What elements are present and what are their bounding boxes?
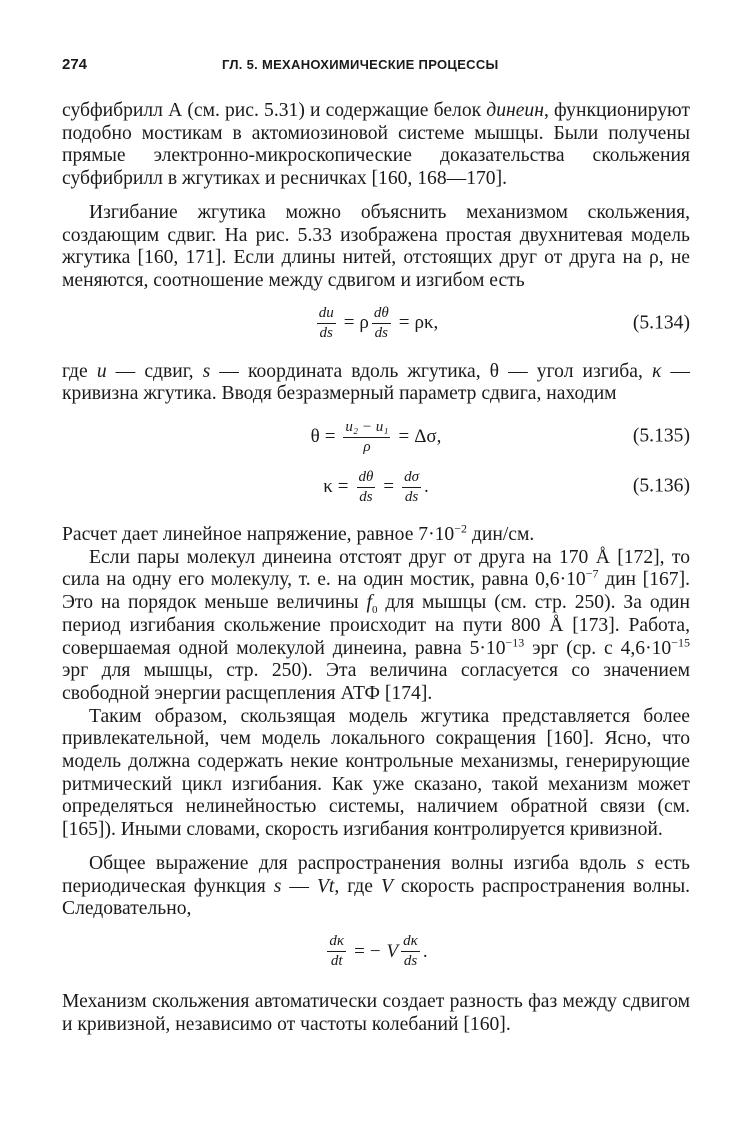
equation-5-134: $\frac{du}{ds}$ = ρ $\frac{d\theta}{ds}$ = ρκ, (5.134)	[318, 305, 690, 342]
page-number: 274	[62, 56, 88, 73]
fraction-dtheta-ds: $\frac{d\theta}{ds}$	[373, 305, 389, 342]
equation-number: (5.134)	[632, 312, 690, 334]
equation-number: (5.136)	[632, 475, 690, 497]
term-dynein: динеин	[486, 100, 544, 121]
paragraph-1: субфибрилл А (см. рис. 5.31) и содержащие белок динеин, функционируют подобно мостикам в актомиозиновой системе мышцы. Были получены прямые электронно-микроскопические доказательства скольжения субфибрилл в жгутиках и ресничках [160, 168—170].	[62, 100, 690, 190]
paragraph-3: где u — сдвиг, s — координата вдоль жгутика, θ — угол изгиба, κ — кривизна жгутика. Вводя безразмерный параметр сдвига, находим	[62, 360, 691, 405]
fraction-u2-minus-u1-over-rho: $\frac{\text{u₂ − u₁}}{\rho}$	[345, 418, 389, 455]
fraction-dtheta-ds: $\frac{d\theta}{ds}$	[358, 468, 374, 505]
fraction-dsigma-ds: $\frac{d\sigma}{ds}$	[404, 468, 420, 505]
equation-number: (5.135)	[632, 425, 690, 447]
paragraph-8: Механизм скольжения автоматически создает разность фаз между сдвигом и кривизной, независимо от частоты колебаний [160].	[62, 990, 690, 1035]
paragraph-6: Таким образом, скользящая модель жгутика представляется более привлекательной, чем модель локального сокращения [160]. Ясно, что модель должна содержать некие контрольные механизмы, генерирующие ритмический цикл изгибания. Как уже сказано, такой механизм может определяться нелинейностью системы, наличием обратной связи (см. [165]). Иными словами, скорость изгибания контролируется кривизной.	[62, 705, 690, 841]
paragraph-5: Если пары молекул динеина отстоят друг от друга на 170 Å [172], то сила на одну его молекулу, т. е. на один мостик, равна $0,6\cdot 10^{-7}$ дин [167]. Это на порядок меньше величины $f_0$ для мышцы (см. стр. 250). За один период изгибания скольжение происходит на пути 800 Å [173]. Работа, совершаемая одной молекулой динеина, равна $5\cdot 10^{-13}$ эрг (ср. с $4,6\cdot 10^{-15}$ эрг для мышцы, стр. 250). Эта величина согласуется со значением свободной энергии расщепления АТФ [174].	[62, 546, 691, 704]
equation-wave: $\frac{d\kappa}{dt}$ = − V $\frac{d\kappa}{ds}$ .	[329, 933, 428, 970]
page-header	[62, 56, 690, 80]
equation-5-136: κ = $\frac{d\theta}{ds}$ = $\frac{d\sigma}{ds}$ . (5.136)	[323, 468, 690, 505]
paragraph-7: Общее выражение для распространения волны изгиба вдоль s есть периодическая функция s — Vt, где V скорость распространения волны. Следовательно,	[62, 852, 691, 920]
page-body	[62, 100, 690, 1036]
fraction-dkappa-ds: $\frac{d\kappa}{ds}$	[403, 933, 418, 970]
equation-5-135: θ = $\frac{\text{u₂ − u₁}}{\rho}$ = Δσ, (5.135)	[310, 418, 690, 455]
fraction-du-ds: $\frac{du}{ds}$	[318, 305, 334, 342]
running-head: ГЛ. 5. МЕХАНОХИМИЧЕСКИЕ ПРОЦЕССЫ	[222, 57, 499, 72]
paragraph-2: Изгибание жгутика можно объяснить механизмом скольжения, создающим сдвиг. На рис. 5.33 изображена простая двухнитевая модель жгутика [160, 171]. Если длины нитей, отстоящих друг от друга на ρ, не меняются, соотношение между сдвигом и изгибом есть	[62, 201, 690, 291]
fraction-dkappa-dt: $\frac{d\kappa}{dt}$	[329, 933, 345, 970]
paragraph-4: Расчет дает линейное напряжение, равное $7\cdot 10^{-2}$ дин/см.	[62, 521, 535, 546]
